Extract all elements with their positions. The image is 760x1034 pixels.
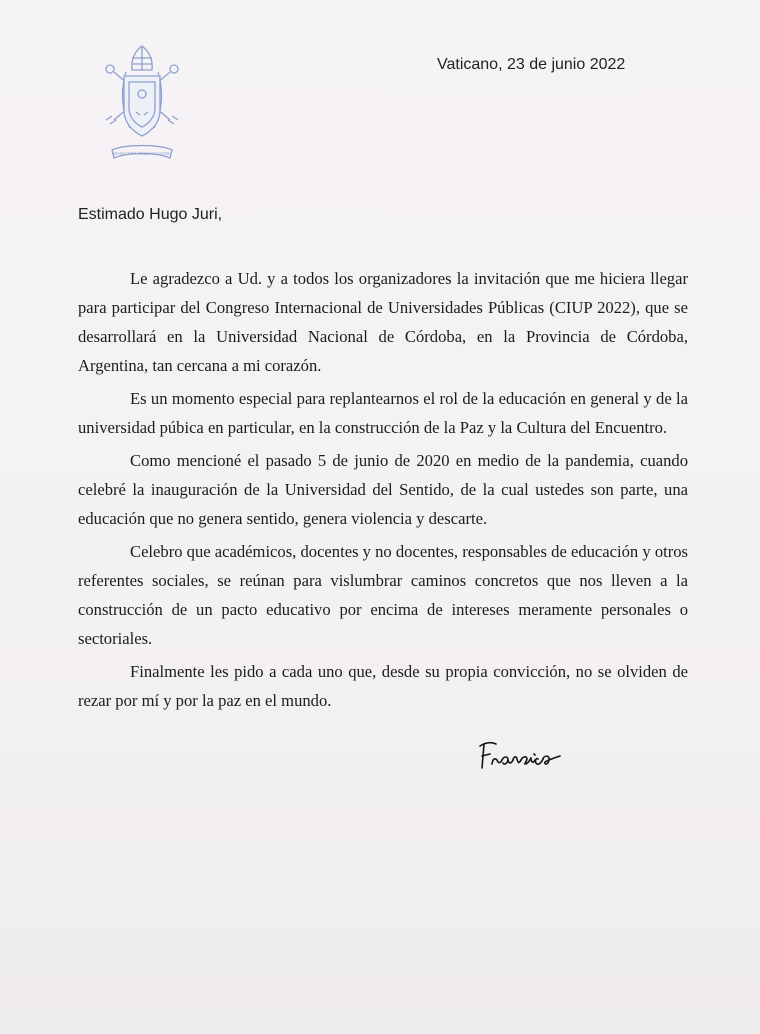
body-paragraph: Es un momento especial para replantearnos el rol de la educación en general y de la universidad púbica en particular, en la construcción de la Paz y la Cultura del Encuentro. xyxy=(78,389,688,437)
letter-body xyxy=(78,264,688,719)
handwritten-signature xyxy=(478,738,568,774)
svg-text:MISERANDO ATQUE ELIGENDO: MISERANDO ATQUE ELIGENDO xyxy=(112,151,172,156)
body-paragraph: Le agradezco a Ud. y a todos los organizadores la invitación que me hiciera llegar para participar del Congreso Internacional de Universidades Públicas (CIUP 2022), que se desarrollará en la Universidad Nacional de Córdoba, en la Provincia de Córdoba, Argentina, tan cercana a mi corazón. xyxy=(78,269,688,375)
letter-date: Vaticano, 23 de junio 2022 xyxy=(437,56,626,73)
letter-salutation: Estimado Hugo Juri, xyxy=(78,206,223,223)
papal-coat-of-arms-icon xyxy=(96,42,188,166)
body-paragraph: Celebro que académicos, docentes y no docentes, responsables de educación y otros referentes sociales, se reúnan para vislumbrar caminos concretos que nos lleven a la construcción de un pacto educativo por encima de intereses meramente personales o sectoriales. xyxy=(78,542,689,648)
body-paragraph: Como mencioné el pasado 5 de junio de 2020 en medio de la pandemia, cuando celebré la inauguración de la Universidad del Sentido, de la cual ustedes son parte, una educación que no genera sentido, genera violencia y descarte. xyxy=(78,451,688,528)
body-paragraph: Finalmente les pido a cada uno que, desde su propia convicción, no se olviden de rezar por mí y por la paz en el mundo. xyxy=(78,662,688,710)
